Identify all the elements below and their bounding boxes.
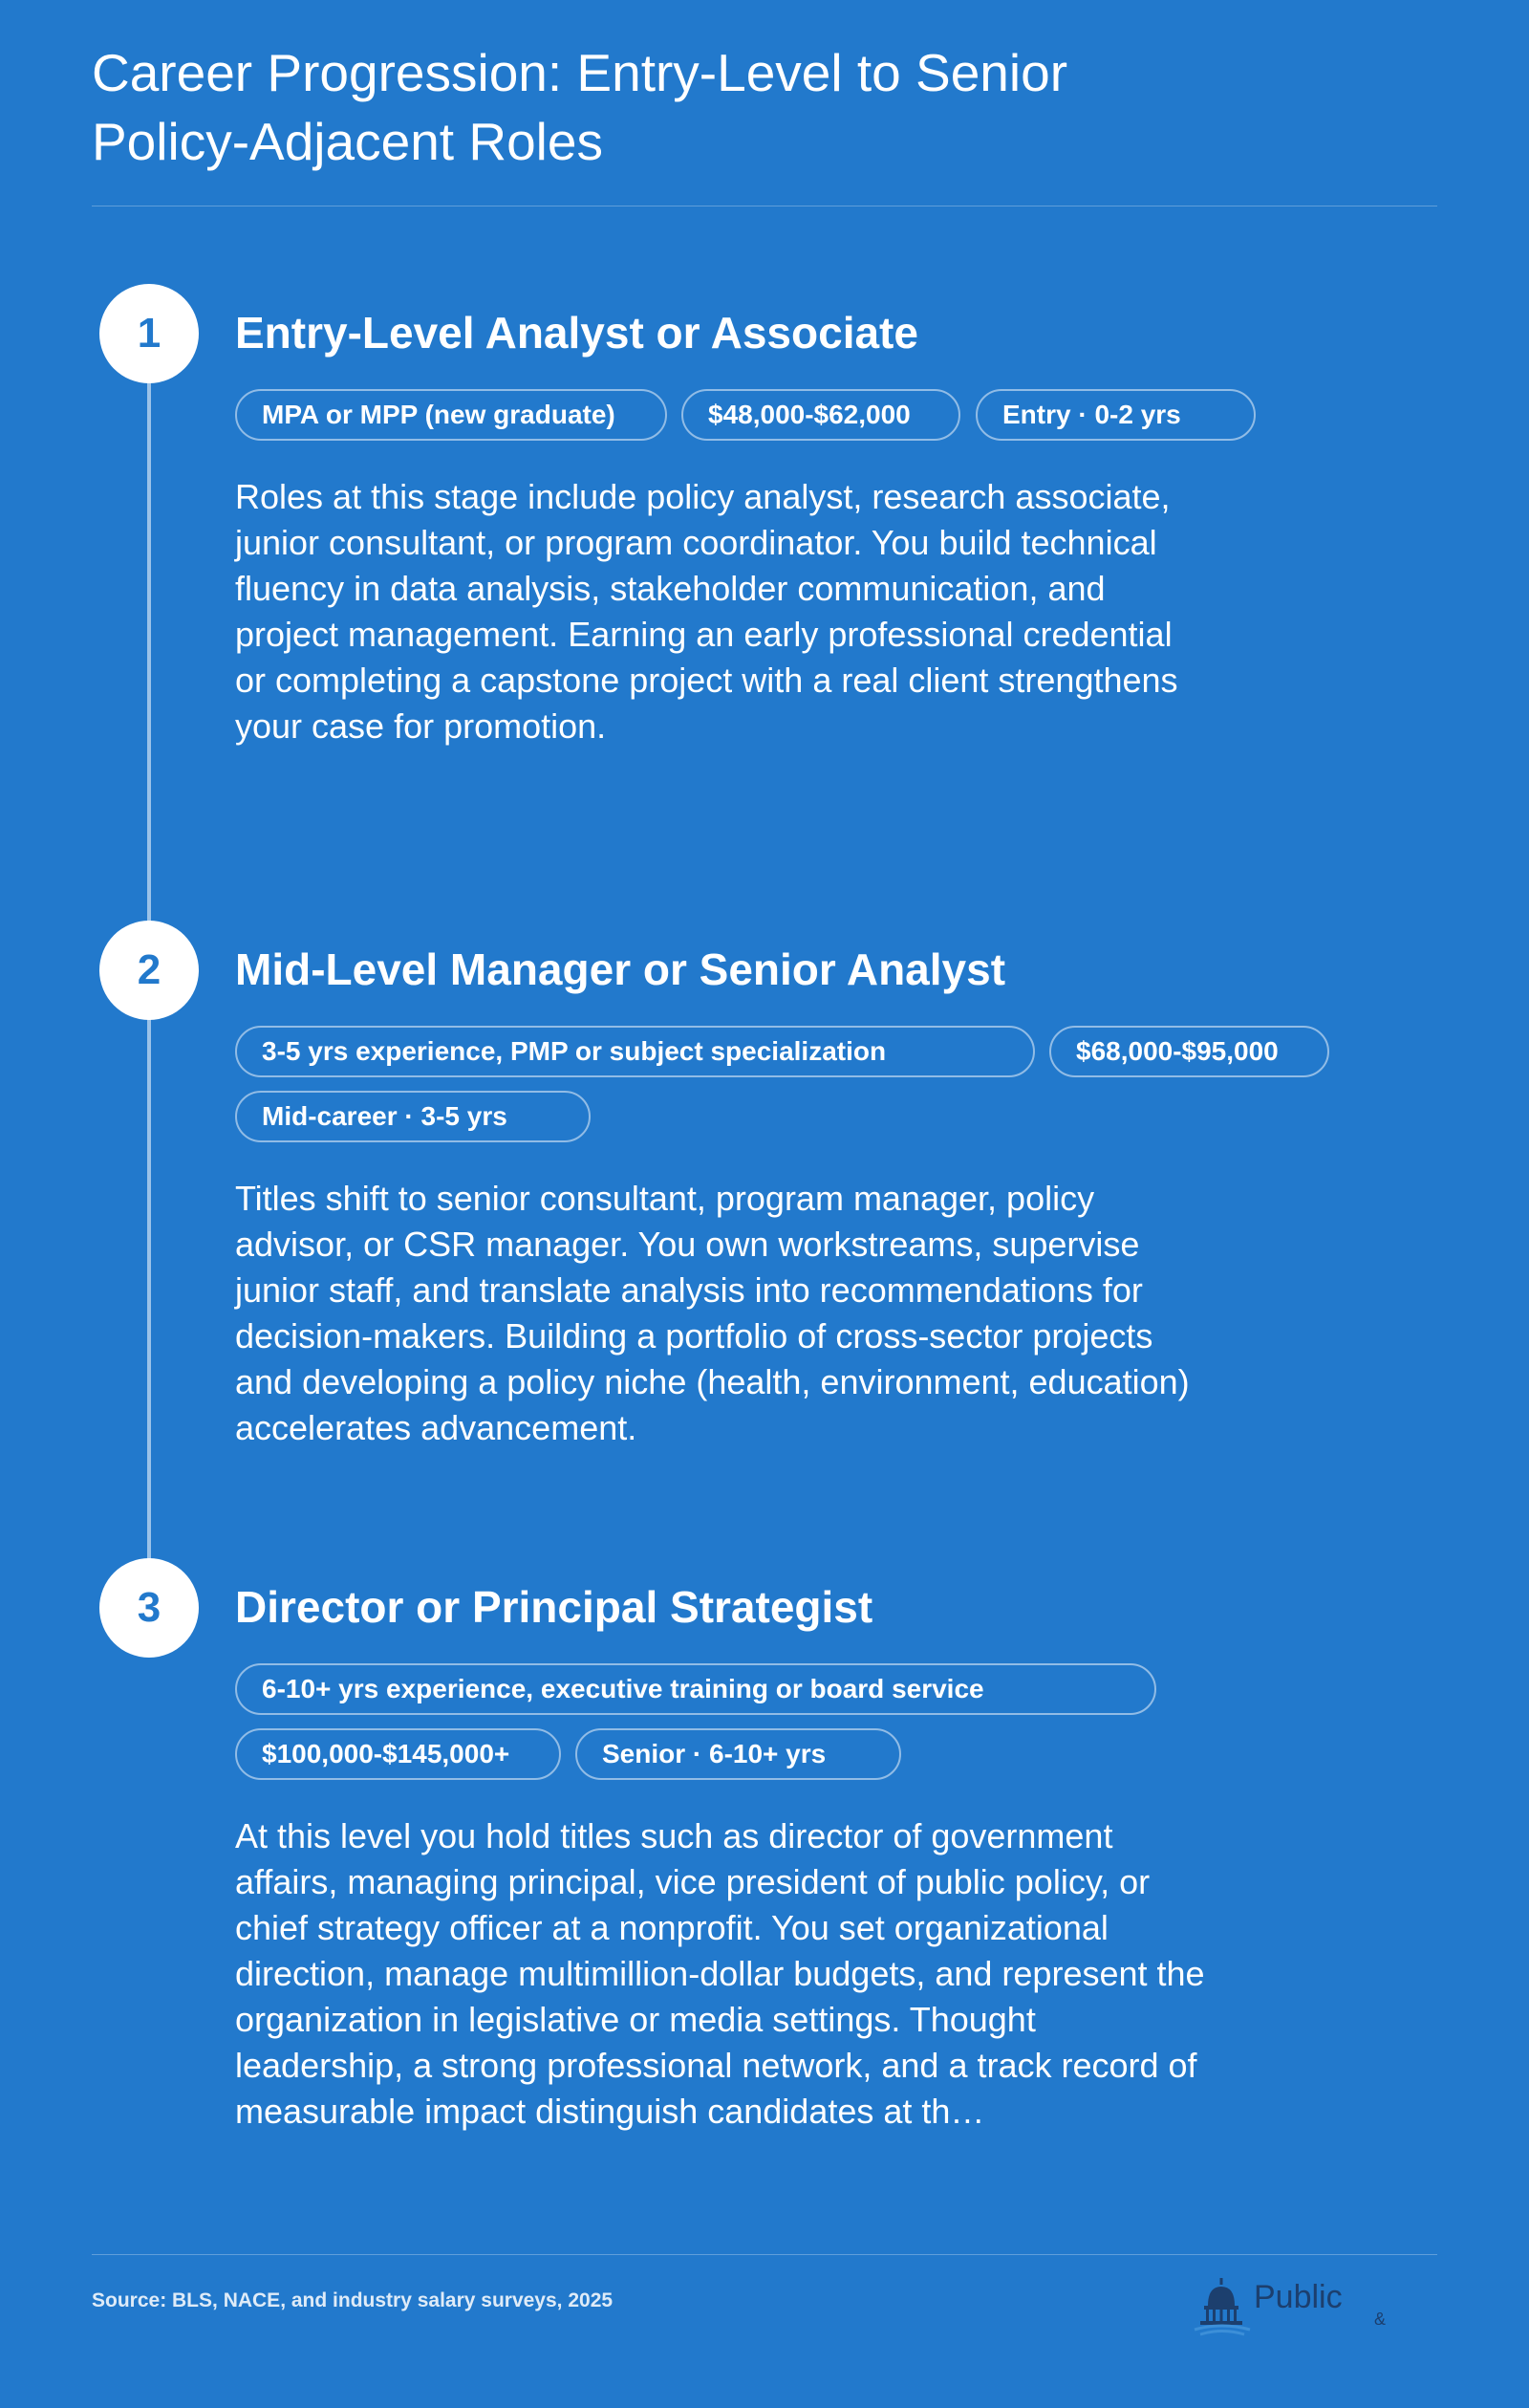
tag-level: Senior · 6-10+ yrs — [575, 1728, 901, 1780]
footer-divider — [92, 2254, 1437, 2255]
logo-wordmark: Public — [1254, 2279, 1343, 2315]
step-title: Mid-Level Manager or Senior Analyst — [235, 944, 1006, 994]
step-description: Titles shift to senior consultant, program manager, policy advisor, or CSR manager. You own workstreams, supervise junior staff, and translate analysis into recommendations for decision-makers. Building a portfolio of cross-sector projects and developing a policy niche (health, environment, education) accelerates advancement. — [235, 1179, 1190, 1447]
tag-level: Entry · 0-2 yrs — [976, 389, 1256, 441]
step-title: Director or Principal Strategist — [235, 1582, 873, 1632]
step-description: At this level you hold titles such as director of government affairs, managing principal, vice president of public policy, or chief strategy officer at a nonprofit. You set organizational direction, manage multimillion-dollar budgets, and represent the organization in legislative or media settings. Thought leadership, a strong professional network, and a track record of measurable impact distinguish candidates at th… — [235, 1816, 1205, 2131]
organization-logo — [1191, 2277, 1439, 2334]
tag-salary: $48,000-$62,000 — [681, 389, 960, 441]
step-number-badge: 3 — [99, 1558, 199, 1658]
page-title: Career Progression: Entry-Level to Senior Policy-Adjacent Roles — [92, 43, 1068, 171]
step-description: Roles at this stage include policy analyst, research associate, junior consultant, or program coordinator. You build technical fluency in data analysis, stakeholder communication, and project management. Earning an early professional credential or completing a capstone project with a real client strengthens your case for promotion. — [235, 477, 1178, 746]
tag-salary: $100,000-$145,000+ — [235, 1728, 561, 1780]
capitol-dome-icon — [1191, 2277, 1254, 2336]
tag-education: MPA or MPP (new graduate) — [235, 389, 667, 441]
tag-level: Mid-career · 3-5 yrs — [235, 1091, 591, 1142]
logo-ampersand: & — [1374, 2310, 1387, 2329]
step-number-badge: 1 — [99, 284, 199, 383]
step-title: Entry-Level Analyst or Associate — [235, 308, 918, 358]
tag-salary: $68,000-$95,000 — [1049, 1026, 1329, 1077]
tag-education: 6-10+ yrs experience, executive training or board service — [235, 1663, 1156, 1715]
tag-education: 3-5 yrs experience, PMP or subject specialization — [235, 1026, 1035, 1077]
step-number-badge: 2 — [99, 921, 199, 1020]
source-note: Source: BLS, NACE, and industry salary surveys, 2025 — [92, 2289, 614, 2311]
